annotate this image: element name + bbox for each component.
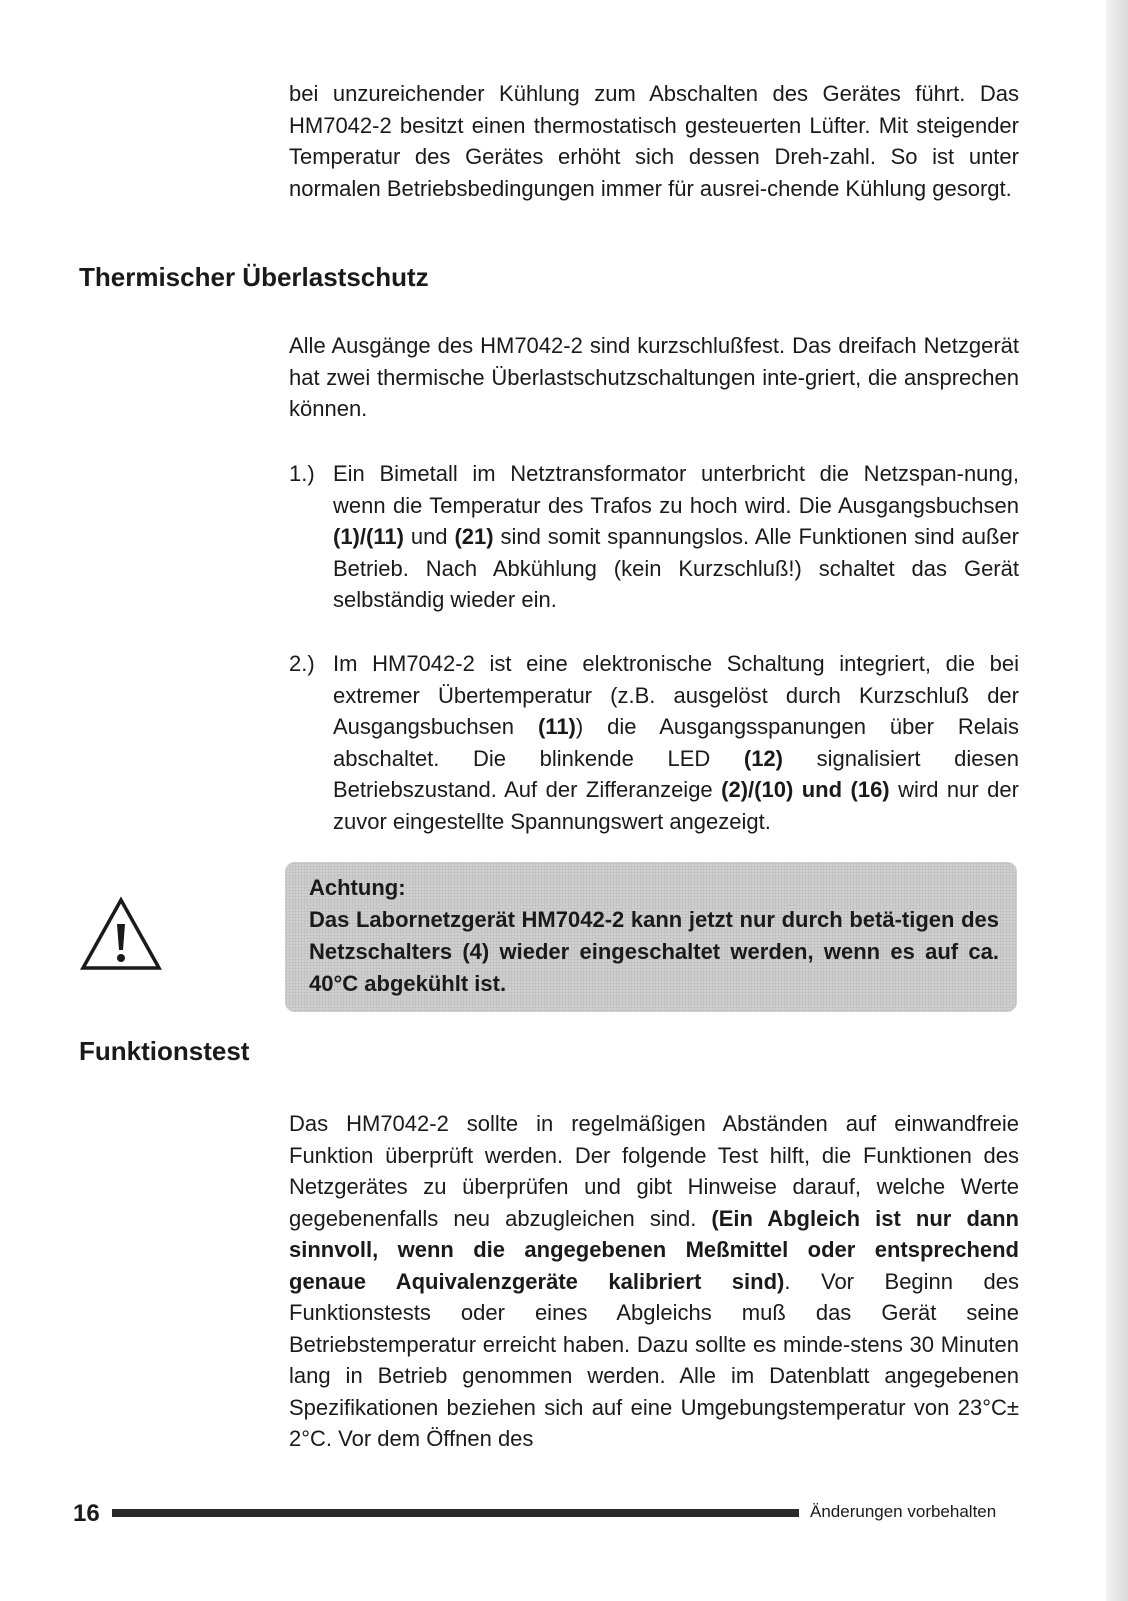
section-heading-function-test: Funktionstest — [79, 1036, 250, 1066]
warning-text — [309, 872, 999, 1000]
page-edge-shadow — [1106, 0, 1128, 1601]
warning-triangle-icon — [79, 896, 163, 972]
warning-body: Das Labornetzgerät HM7042-2 kann jetzt nur durch betä-tigen des Netzschalters (4) wieder eingeschaltet werden, wenn es auf ca. 40°C abgekühlt ist. — [309, 907, 999, 996]
overload-paragraph: Alle Ausgänge des HM7042-2 sind kurzschlußfest. Das dreifach Netzgerät hat zwei thermische Überlastschutzschaltungen inte-griert, die ansprechen können. — [289, 333, 1019, 421]
footer-rule — [112, 1509, 799, 1517]
list-item-number: 2.) — [289, 651, 315, 676]
section-heading-overload: Thermischer Überlastschutz — [79, 262, 429, 292]
function-test-paragraph: Das HM7042-2 sollte in regelmäßigen Abständen auf einwandfreie Funktion überprüft werden. Der folgende Test hilft, die Funktionen des Netzgerätes zu überprüfen und gibt Hinweise darauf, welche Werte gegebenenfalls neu abzugleichen sind. (Ein Abgleich ist nur dann sinnvoll, wenn die angegebenen Meßmittel oder entsprechend genaue Aquivalenzgeräte kalibriert sind). Vor Beginn des Funktionstests oder eines Abgleichs muß das Gerät seine Betriebstemperatur erreicht haben. Dazu sollte es minde-stens 30 Minuten lang in Betrieb genommen werden. Alle im Datenblatt angegebenen Spezifikationen beziehen sich auf eine Umgebungstemperatur von 23°C± 2°C. Vor dem Öffnen des — [289, 1111, 1019, 1451]
page-number: 16 — [73, 1500, 100, 1527]
list-item-1 — [289, 458, 1019, 616]
list-item-text: Ein Bimetall im Netztransformator unterbricht die Netzspan-nung, wenn die Temperatur des Trafos zu hoch wird. Die Ausgangsbuchsen (1)/(11) und (21) sind somit spannungslos. Alle Funktionen sind außer Betrieb. Nach Abkühlung (kein Kurzschluß!) schaltet das Gerät selbständig wieder ein. — [333, 461, 1019, 612]
list-item-2 — [289, 648, 1019, 837]
warning-title: Achtung: — [309, 875, 406, 900]
list-item-number: 1.) — [289, 461, 315, 486]
warning-box — [285, 862, 1017, 1012]
intro-paragraph: bei unzureichender Kühlung zum Abschalten des Gerätes führt. Das HM7042-2 besitzt einen thermostatisch gesteuerten Lüfter. Mit steigender Temperatur des Gerätes erhöht sich dessen Dreh-zahl. So ist unter normalen Betriebsbedingungen immer für ausrei-chende Kühlung gesorgt. — [289, 81, 1019, 201]
list-item-text: Im HM7042-2 ist eine elektronische Schaltung integriert, die bei extremer Übertemperatur (z.B. ausgelöst durch Kurzschluß der Ausgangsbuchsen (11)) die Ausgangsspanungen über Relais abschaltet. Die blinkende LED (12) signalisiert diesen Betriebszustand. Auf der Zifferanzeige (2)/(10) und (16) wird nur der zuvor eingestellte Spannungswert angezeigt. — [333, 651, 1019, 834]
footer-note: Änderungen vorbehalten — [810, 1502, 997, 1521]
